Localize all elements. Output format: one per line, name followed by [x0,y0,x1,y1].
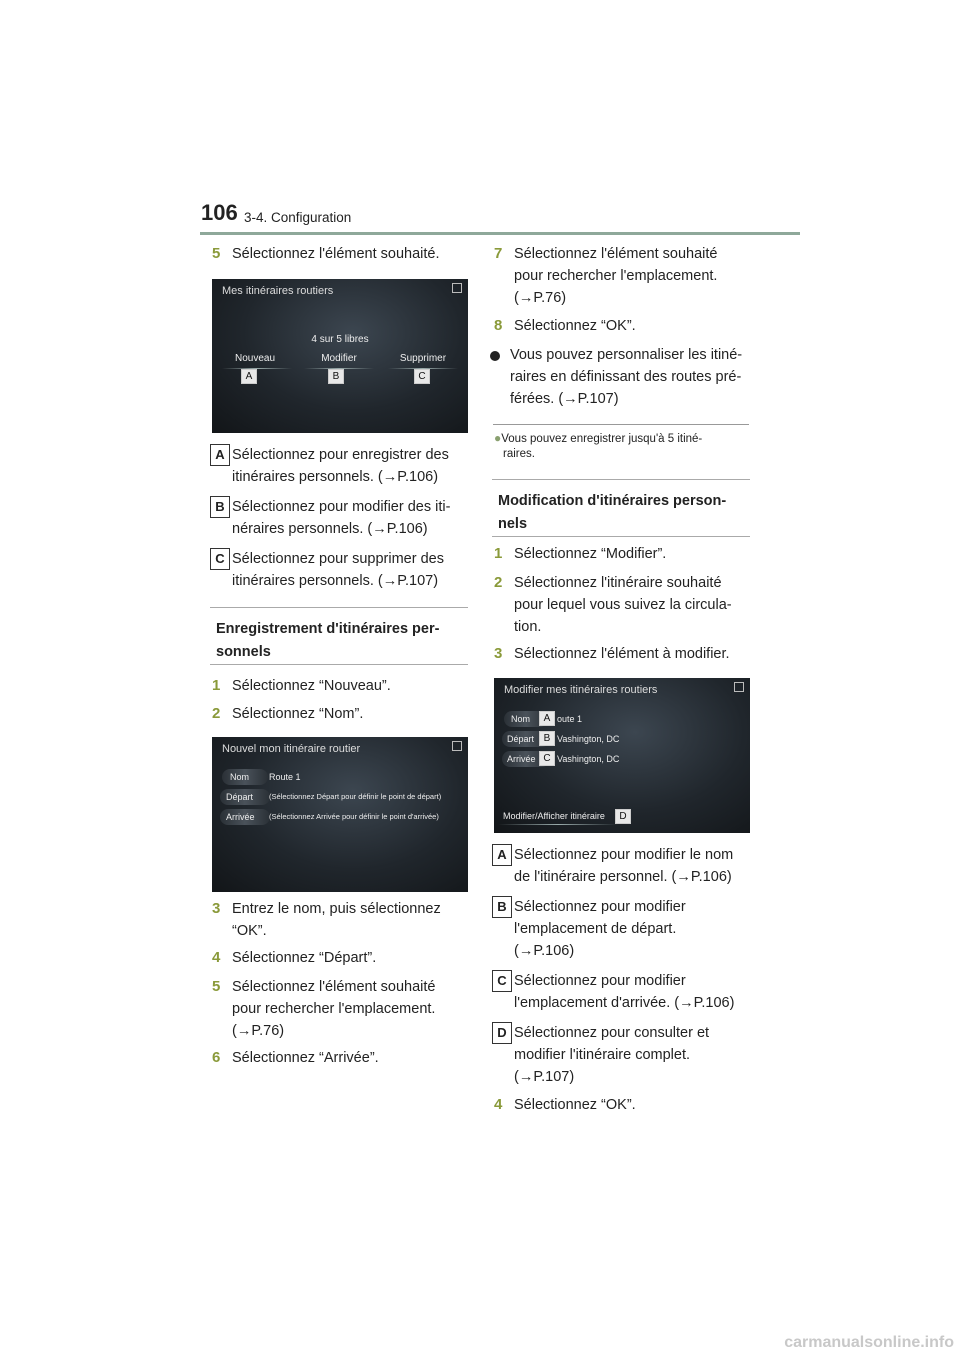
arrival-row-value: (Sélectionnez Arrivée pour définir le point d'arrivée) [269,812,439,821]
delete-button[interactable]: Supprimer [399,353,447,364]
step-text: Sélectionnez “Nouveau”. [232,678,391,694]
screen-title: Nouvel mon itinéraire routier [222,743,361,755]
step-line: (→P.76) [232,1023,285,1039]
step-text: Sélectionnez “Nom”. [232,706,364,722]
item-tag: A [210,444,230,466]
step-text: Sélectionnez “Départ”. [232,950,377,966]
step-line: pour rechercher l'emplacement. [232,1001,436,1017]
modify-button[interactable]: Modifier [321,353,357,364]
step-text: Sélectionnez “OK”. [514,1097,636,1113]
bullet-dot [490,351,500,361]
header-rule [200,232,800,235]
departure-row-label[interactable]: Départ [226,792,254,802]
subhead-modify-routes [492,479,750,537]
item-line: itinéraires personnels. (→P.106) [232,469,439,485]
item-b [215,496,472,540]
item-c [215,548,472,592]
step-line: “OK”. [232,923,267,939]
bullet-line: férées. (→P.107) [510,391,619,407]
callout-tag: B [328,369,344,384]
bullet-line: Vous pouvez personnaliser les itiné- [510,347,743,363]
item-tag: B [210,496,230,518]
screen-corner-icon [734,682,744,692]
step-line: tion. [514,619,542,635]
item-line: Sélectionnez pour enregistrer des [232,447,449,463]
name-row-label[interactable]: Nom [230,772,250,782]
item-d [497,1022,754,1088]
name-row-label[interactable]: Nom [511,714,531,724]
item-line: Sélectionnez pour consulter et [514,1025,710,1041]
edit-view-route-button[interactable]: Modifier/Afficher itinéraire [503,811,605,821]
step-number: 5 [212,978,221,995]
bullet-line: raires en définissant des routes pré- [510,369,742,385]
item-a [215,444,472,488]
step-5b [212,976,472,1042]
item-line: Sélectionnez pour modifier le nom [514,847,734,863]
item-line: Sélectionnez pour modifier des iti- [232,499,451,515]
note-line: ●Vous pouvez enregistrer jusqu'à 5 itiné- [494,431,703,445]
item-c [497,970,754,1014]
item-tag: C [210,548,230,570]
step-number: 5 [212,245,221,262]
name-row-value: oute 1 [557,714,583,724]
screenshot-my-routes [212,279,468,433]
step-line: pour rechercher l'emplacement. [514,268,718,284]
item-line: Sélectionnez pour modifier [514,899,686,915]
step-line: Sélectionnez l'élément souhaité [232,979,436,995]
step-number: 1 [494,545,503,562]
note [494,431,750,462]
note-bullet-icon: ● [494,431,502,445]
step-text: Sélectionnez l'élément à modifier. [514,646,730,662]
step-text: Sélectionnez “Modifier”. [514,546,667,562]
step-number: 1 [212,677,221,694]
arrival-row-label[interactable]: Arrivée [226,812,255,822]
step-line: Sélectionnez l'élément souhaité [514,246,718,262]
item-line: modifier l'itinéraire complet. [514,1047,691,1063]
info-bullet [510,344,755,410]
step-4 [212,947,472,969]
step-text: Sélectionnez l'élément souhaité. [232,246,440,262]
departure-row-label[interactable]: Départ [507,734,535,744]
new-button[interactable]: Nouveau [234,353,276,364]
item-line: Sélectionnez pour supprimer des [232,551,444,567]
step-8 [494,315,754,337]
step-5 [212,243,472,265]
callout-tag: B [539,731,555,746]
item-tag: A [492,844,512,866]
step-r4 [494,1094,754,1116]
name-row-value: Route 1 [269,772,301,782]
item-line: néraires personnels. (→P.106) [232,521,428,537]
item-tag: C [492,970,512,992]
step-number: 6 [212,1049,221,1066]
arrival-row-value: Vashington, DC [557,754,620,764]
screenshot-new-route [212,737,468,892]
step-line: (→P.76) [514,290,567,306]
screen-title: Mes itinéraires routiers [222,285,334,297]
subhead-line: sonnels [216,644,271,660]
step-number: 3 [494,645,503,662]
screen-corner-icon [452,283,462,293]
free-slots-status: 4 sur 5 libres [311,334,369,345]
step-text: Sélectionnez “Arrivée”. [232,1050,379,1066]
watermark: carmanualsonline.info [784,1334,954,1351]
button-underline [222,368,292,369]
callout-tag: A [241,369,257,384]
button-underline [498,824,618,825]
step-number: 3 [212,900,221,917]
page-number: 106 [201,200,238,225]
item-a [497,844,754,888]
step-line: pour lequel vous suivez la circula- [514,597,732,613]
step-text: Sélectionnez “OK”. [514,318,636,334]
callout-tag: D [615,809,631,824]
item-line: Sélectionnez pour modifier [514,973,686,989]
section-title: 3-4. Configuration [244,210,352,225]
note-line: raires. [503,448,535,460]
item-line: de l'itinéraire personnel. (→P.106) [514,869,732,885]
step-r3 [494,643,754,665]
item-tag: B [492,896,512,918]
screenshot-modify-routes [494,678,750,833]
item-b [497,896,754,962]
callout-tag: A [539,711,555,726]
step-7 [494,243,754,309]
step-1 [212,675,472,697]
step-line: Sélectionnez l'itinéraire souhaité [514,575,722,591]
step-number: 2 [494,574,503,591]
step-2 [212,703,472,725]
note-divider [493,424,749,425]
item-tag: D [492,1022,512,1044]
arrival-row-label[interactable]: Arrivée [507,754,536,764]
subhead-line: Modification d'itinéraires person- [498,493,727,509]
subhead-line: Enregistrement d'itinéraires per- [216,621,440,637]
step-number: 4 [212,949,221,966]
step-number: 7 [494,245,503,262]
step-number: 4 [494,1096,503,1113]
departure-row-value: Vashington, DC [557,734,620,744]
item-line: itinéraires personnels. (→P.107) [232,573,439,589]
step-number: 2 [212,705,221,722]
step-r1 [494,543,754,565]
item-line: l'emplacement d'arrivée. (→P.106) [514,995,735,1011]
subhead-register-routes [210,607,468,665]
screen-title: Modifier mes itinéraires routiers [504,684,658,696]
step-number: 8 [494,317,503,334]
item-line: (→P.107) [514,1069,575,1085]
subhead-line: nels [498,516,528,532]
screen-corner-icon [452,741,462,751]
callout-tag: C [414,369,430,384]
callout-tag: C [539,751,555,766]
step-6 [212,1047,472,1069]
step-line: Entrez le nom, puis sélectionnez [232,901,441,917]
step-r2 [494,572,754,638]
departure-row-value: (Sélectionnez Départ pour définir le point de départ) [269,792,442,801]
item-line: (→P.106) [514,943,575,959]
step-3 [212,898,472,942]
item-line: l'emplacement de départ. [514,921,677,937]
